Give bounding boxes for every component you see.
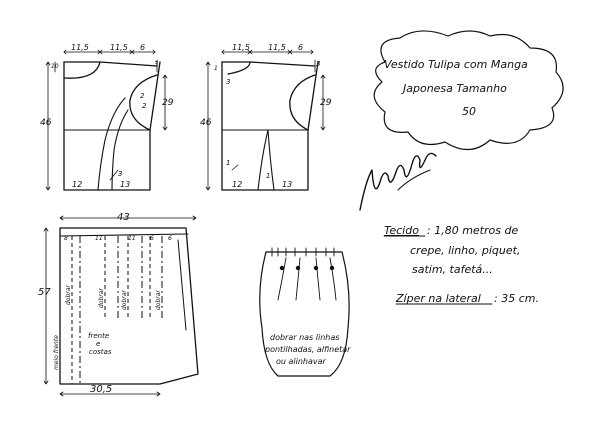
pin-marker [330, 266, 334, 270]
skirt-bottom-width: 30,5 [90, 384, 113, 395]
fabric-line2: crepe, linho, piquet, [410, 244, 521, 257]
skirt-seg5: 6 [168, 235, 172, 242]
back-bottom-left: 12 [232, 180, 243, 189]
front-height-left: 46 [40, 118, 52, 128]
skirt-detail-line2: pontilhadas, alfinetar [265, 345, 351, 354]
skirt-seg3: 11 [128, 235, 136, 242]
title-line1: Vestido Tulipa com Manga [384, 58, 528, 71]
skirt-fold2: dobrar [98, 288, 105, 308]
pin-marker [280, 266, 284, 270]
skirt-fold1: dobrar [65, 285, 72, 305]
front-bottom-right: 13 [120, 180, 131, 189]
front-dim-left-small: 10 [51, 63, 59, 70]
back-dim-top-mid: 11,5 [268, 43, 286, 52]
skirt-height: 57 [38, 287, 51, 298]
back-bottom-right: 13 [282, 180, 293, 189]
back-label-side2: 1 [266, 172, 271, 180]
signature [360, 153, 436, 210]
skirt-detail [260, 248, 351, 376]
pin-marker [314, 266, 318, 270]
skirt-fold3: dobrar [121, 290, 128, 310]
fabric-line3: satim, tafetá... [412, 263, 493, 276]
title-cloud [374, 31, 563, 150]
skirt-front-costas2: e [96, 340, 101, 348]
pin-marker [296, 266, 300, 270]
back-bodice-pattern [200, 43, 332, 190]
back-label-side: 1 [226, 159, 231, 167]
skirt-fold4: dobrar [155, 290, 162, 310]
fabric-label: Tecido [384, 224, 419, 237]
front-dim-top-mid: 11,5 [110, 43, 128, 52]
notes [384, 224, 539, 305]
skirt-seg1: 8 [64, 235, 68, 242]
skirt-detail-line1: dobrar nas linhas [270, 333, 340, 342]
back-height-left: 46 [200, 118, 212, 128]
skirt-top-width: 43 [117, 212, 130, 223]
back-height-right: 29 [320, 98, 332, 108]
front-label-dart-b: 2 [142, 102, 147, 110]
zipper-value: : 35 cm. [494, 292, 539, 305]
fabric-line1: : 1,80 metros de [427, 224, 519, 237]
back-label-neck: 3 [226, 78, 231, 86]
back-dim-top-right: 6 [298, 43, 304, 52]
skirt-center-front: meio frente [53, 335, 60, 370]
title-line2: Japonesa Tamanho [403, 82, 507, 95]
skirt-pattern [38, 212, 198, 396]
front-dim-top-right: 6 [140, 43, 146, 52]
skirt-front-costas3: costas [89, 348, 112, 356]
skirt-front-costas1: frente [88, 332, 110, 340]
front-height-right: 29 [162, 98, 174, 108]
skirt-seg2: 11 [95, 235, 103, 242]
front-bodice-pattern [40, 43, 174, 190]
front-label-dart-a: 2 [140, 92, 145, 100]
skirt-seg4: 6 [150, 235, 154, 242]
zipper-label: Zíper na lateral [396, 292, 481, 305]
back-dim-left-small: 1 [214, 65, 218, 72]
title-line3: 50 [462, 105, 476, 118]
back-dim-top-left: 11,5 [232, 43, 250, 52]
front-bottom-left: 12 [72, 180, 83, 189]
back-dim-right-small: 3 [316, 60, 321, 68]
front-dim-top-left: 11,5 [71, 43, 89, 52]
skirt-detail-line3: ou alinhavar [276, 357, 326, 366]
front-dim-right-small: 3 [154, 60, 159, 68]
front-label-arm: 3 [118, 170, 123, 178]
